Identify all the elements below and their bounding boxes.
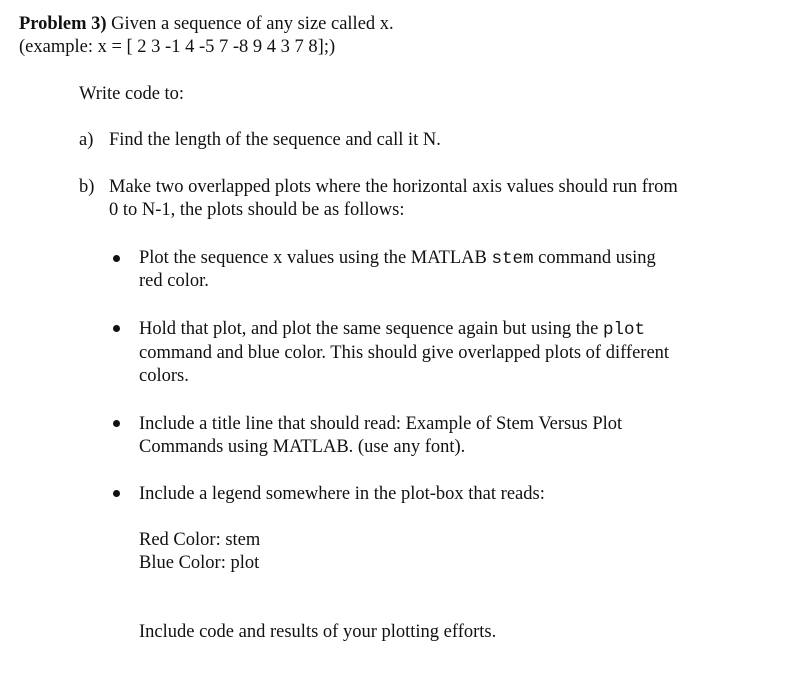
bullet-2-line-1 <box>139 318 645 342</box>
problem-label: Problem 3) <box>19 14 107 34</box>
legend-red-text: Red Color: stem <box>139 530 261 550</box>
bullet-3-line-1: Include a title line that should read: Example of Stem Versus Plot <box>139 414 623 434</box>
part-a-text: Find the length of the sequence and call it N. <box>109 130 441 150</box>
part-b-marker: b) <box>79 177 95 197</box>
bullet-dot-icon <box>113 420 120 427</box>
bullet-4-line-1: Include a legend somewhere in the plot-box that reads: <box>139 484 545 504</box>
bullet-1-post: command using <box>533 248 656 268</box>
plot-code: plot <box>602 320 645 340</box>
closing-text: Include code and results of your plotting efforts. <box>139 622 497 642</box>
bullet-1-pre: Plot the sequence x values using the MATLAB <box>139 248 492 268</box>
bullet-2-line-2: command and blue color. This should give overlapped plots of different <box>139 343 670 363</box>
bullet-2-pre: Hold that plot, and plot the same sequence again but using the <box>139 319 603 339</box>
legend-blue-text: Blue Color: plot <box>139 553 260 573</box>
part-b-line-1: Make two overlapped plots where the horizontal axis values should run from <box>109 177 678 197</box>
part-b-line-2: 0 to N-1, the plots should be as follows: <box>109 200 405 220</box>
bullet-1-line-1 <box>139 247 656 271</box>
bullet-dot-icon <box>113 255 120 262</box>
bullet-3-line-2: Commands using MATLAB. (use any font). <box>139 437 466 457</box>
intro-text: Write code to: <box>79 84 185 104</box>
part-a-marker: a) <box>79 130 94 150</box>
problem-statement: Given a sequence of any size called x. <box>106 14 394 34</box>
bullet-2-line-3: colors. <box>139 366 189 386</box>
bullet-1-line-2: red color. <box>139 271 209 291</box>
stem-code: stem <box>491 249 534 269</box>
problem-heading <box>19 13 394 36</box>
bullet-dot-icon <box>113 325 120 332</box>
bullet-dot-icon <box>113 490 120 497</box>
problem-example: (example: x = [ 2 3 -1 4 -5 7 -8 9 4 3 7 8];) <box>19 37 336 57</box>
